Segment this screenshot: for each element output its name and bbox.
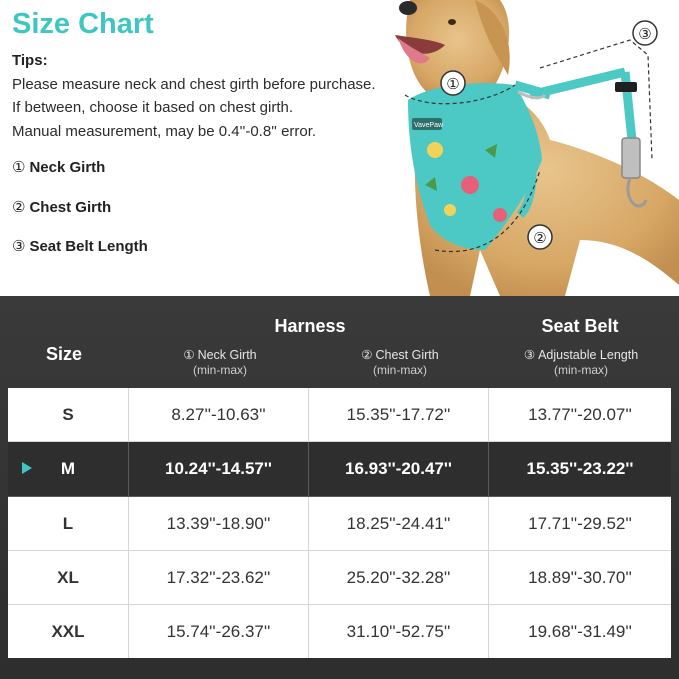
marker-1: ① [446, 75, 460, 93]
belt-length-cell: 17.71''-29.52'' [489, 497, 671, 550]
column-label: Chest Girth [375, 348, 439, 362]
size-cell: M [8, 442, 129, 496]
size-cell: S [8, 388, 129, 441]
table-row-highlighted [8, 442, 671, 497]
neck-girth-cell: 8.27''-10.63'' [129, 388, 309, 441]
tip-text: If between, choose it based on chest girth. [12, 99, 294, 116]
belt-length-cell: 19.68''-31.49'' [489, 605, 671, 658]
column-label: Adjustable Length [538, 348, 639, 362]
chest-girth-cell: 16.93''-20.47'' [309, 442, 489, 496]
marker-number: ② [361, 348, 373, 362]
belt-length-cell: 15.35''-23.22'' [489, 442, 671, 496]
chest-girth-cell: 15.35''-17.72'' [309, 388, 489, 441]
seat-belt-header: Seat Belt [541, 316, 619, 336]
size-table-body [8, 388, 671, 658]
column-label: Neck Girth [197, 348, 257, 362]
chest-girth-cell: 18.25''-24.41'' [309, 497, 489, 550]
column-range: (min-max) [554, 363, 608, 377]
legend-chest-girth [12, 198, 111, 216]
info-panel [0, 0, 679, 296]
legend-neck-girth [12, 158, 105, 176]
table-row [8, 605, 671, 658]
size-table [0, 296, 679, 679]
highlight-arrow-icon [22, 462, 32, 474]
column-range: (min-max) [373, 363, 427, 377]
tip-text: Manual measurement, may be 0.4''-0.8'' error. [12, 123, 317, 140]
dog-photo [390, 0, 679, 296]
marker-number: ③ [12, 238, 26, 255]
column-range: (min-max) [193, 363, 247, 377]
marker-3: ③ [638, 25, 652, 43]
chest-girth-cell: 31.10''-52.75'' [309, 605, 489, 658]
tip-text: Please measure neck and chest girth before purchase. [12, 76, 376, 93]
tips-label: Tips: [12, 52, 48, 69]
belt-length-cell: 18.89''-30.70'' [489, 551, 671, 604]
size-cell: XL [8, 551, 129, 604]
table-row [8, 551, 671, 605]
size-cell: XXL [8, 605, 129, 658]
neck-girth-cell: 13.39''-18.90'' [129, 497, 309, 550]
table-row [8, 388, 671, 442]
adjustable-length-column-header [490, 348, 672, 378]
table-row [8, 497, 671, 551]
legend-label: Seat Belt Length [29, 238, 148, 255]
neck-girth-column-header [130, 348, 310, 378]
marker-2: ② [533, 229, 547, 247]
neck-girth-cell: 17.32''-23.62'' [129, 551, 309, 604]
chest-girth-cell: 25.20''-32.28'' [309, 551, 489, 604]
neck-girth-cell: 15.74''-26.37'' [129, 605, 309, 658]
marker-number: ① [12, 159, 26, 176]
size-column-header: Size [45, 344, 83, 364]
legend-label: Neck Girth [29, 159, 106, 176]
chest-girth-column-header [310, 348, 490, 378]
neck-girth-cell: 10.24''-14.57'' [129, 442, 309, 496]
belt-length-cell: 13.77''-20.07'' [489, 388, 671, 441]
marker-number: ③ [523, 348, 536, 362]
harness-header: Harness [274, 316, 346, 336]
size-cell: L [8, 497, 129, 550]
legend-seat-belt [12, 237, 148, 255]
marker-number: ② [12, 199, 26, 216]
legend-label: Chest Girth [29, 199, 112, 216]
marker-number: ① [183, 348, 195, 362]
page-title: Size Chart [12, 8, 154, 40]
dog-harness-illustration [390, 0, 679, 296]
brand-label: VavePaw [414, 122, 444, 129]
